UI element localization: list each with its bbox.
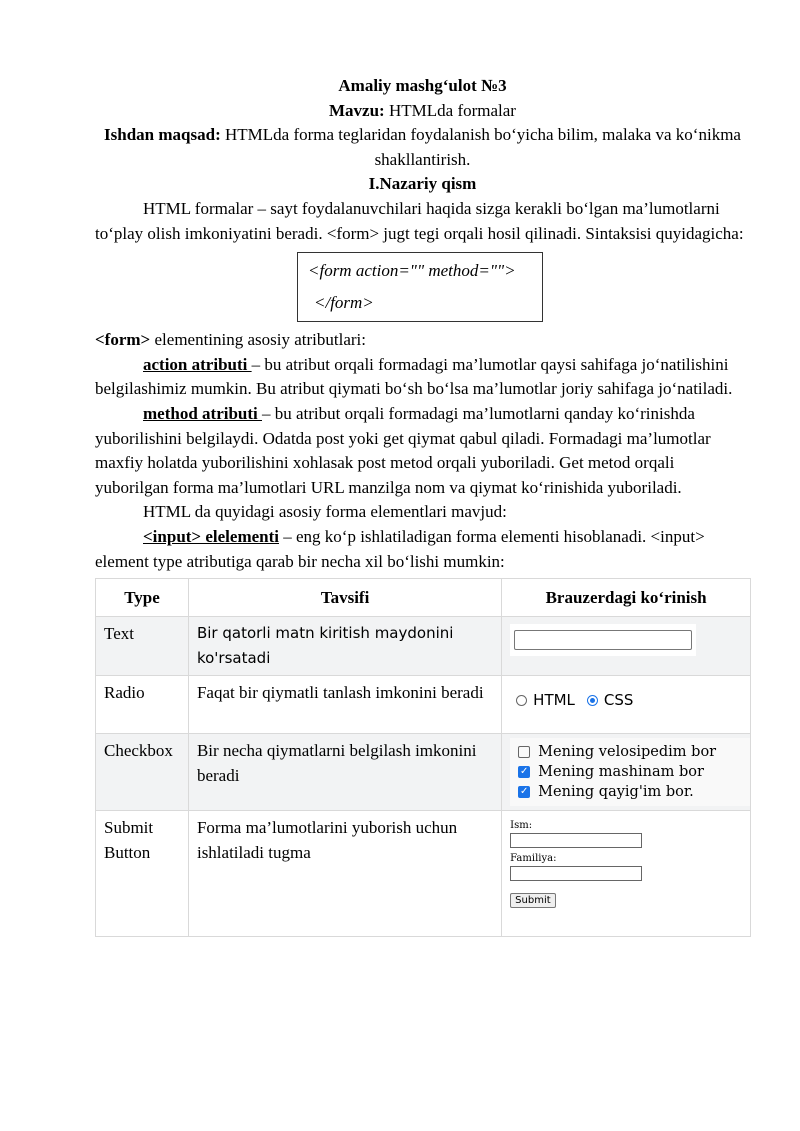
goal-line: Ishdan maqsad: HTMLda forma teglaridan foydalanish bo‘yicha bilim, malaka va ko‘nikma shakllantirish. <box>104 125 741 169</box>
description-cell: Bir qatorli matn kiritish maydonini ko'rsatadi <box>188 617 501 676</box>
checkbox-item: Mening velosipedim bor <box>518 742 742 762</box>
checkbox-car[interactable]: ✓ <box>519 766 529 778</box>
topic-line: Mavzu: HTMLda formalar <box>329 100 516 120</box>
type-cell: Checkbox <box>96 734 189 811</box>
description-cell: Forma ma’lumotlarini yuborish uchun ishlatiladi tugma <box>188 811 501 937</box>
preview-cell <box>502 811 751 937</box>
field-label-name: Ism: <box>510 820 533 832</box>
header-browser-view: Brauzerdagi ko‘rinish <box>502 579 751 617</box>
name-input-preview[interactable] <box>510 833 642 848</box>
preview-cell <box>502 734 751 811</box>
type-cell: Submit Button <box>96 811 189 937</box>
checkbox-item: ✓ Mening mashinam bor <box>519 764 704 781</box>
checkbox-boat[interactable]: ✓ <box>519 786 529 798</box>
submit-preview <box>510 815 742 908</box>
header-type: Type <box>96 579 189 617</box>
intro-paragraph: HTML formalar – sayt foydalanuvchilari haqida sizga kerakli bo‘lgan ma’lumotlarni to‘play olish imkoniyatini beradi. <form> jugt tegi orqali hosil qilinadi. Sintaksisi quyidagicha: <box>95 198 744 243</box>
text-preview <box>510 624 696 656</box>
submit-button[interactable]: Submit <box>510 893 555 908</box>
code-line-open: <form action="" method=""> <box>308 261 516 281</box>
table-row <box>96 617 751 676</box>
radio-preview <box>510 680 742 721</box>
radio-label: HTML <box>533 691 575 710</box>
page-title: Amaliy mashg‘ulot №3 <box>338 76 507 95</box>
attributes-heading: <form> elementining asosiy atributlari: <box>95 330 367 350</box>
document-page <box>95 74 750 937</box>
table-row <box>96 811 751 937</box>
preview-cell <box>502 617 751 676</box>
description-cell: Bir necha qiymatlarni belgilash imkonini beradi <box>188 734 501 811</box>
radio-label: CSS <box>603 691 634 710</box>
field-label-surname: Familiya: <box>510 853 557 865</box>
elements-intro: HTML da quyidagi asosiy forma elementlari mavjud: <box>143 502 507 522</box>
table-row <box>96 676 751 734</box>
method-paragraph: method atributi – bu atribut orqali formadagi ma’lumotlarni qanday ko‘rinishda yuborilishini belgilaydi. Odatda post yoki get qiymat qabul qiladi. Formadagi ma’lumotlar maxfiy holatda yuborilishini xohlasak post metod orqali yuboriladi. Get metod orqali yuborilgan forma ma’lumotlari URL manzilga nom va qiymat ko‘rinishida yuboriladi. <box>95 403 711 497</box>
table-header-row <box>96 579 751 617</box>
radio-html[interactable] <box>516 695 527 706</box>
code-line-close: </form> <box>314 293 374 313</box>
header-description: Tavsifi <box>188 579 501 617</box>
surname-input-preview[interactable] <box>510 866 642 881</box>
preview-cell <box>502 676 751 734</box>
radio-css[interactable] <box>587 695 598 706</box>
checkbox-preview <box>510 738 750 806</box>
type-cell: Radio <box>96 676 189 734</box>
section-heading: I.Nazariy qism <box>368 174 477 194</box>
checkbox-bicycle[interactable] <box>518 746 530 758</box>
action-paragraph: action atributi – bu atribut orqali formadagi ma’lumotlar qaysi sahifaga jo‘natilishini belgilashimiz mumkin. Bu atribut qiymati bo‘sh bo‘lsa ma’lumotlar joriy sahifaga jo‘natiladi. <box>95 354 733 399</box>
code-box <box>297 252 543 322</box>
text-input-preview[interactable] <box>514 630 692 650</box>
table-row <box>96 734 751 811</box>
type-cell: Text <box>96 617 189 676</box>
input-paragraph: <input> elelementi – eng ko‘p ishlatiladigan forma elementi hisoblanadi. <input> element type atributiga qarab bir necha xil bo‘lishi mumkin: <box>95 526 705 571</box>
checkbox-item: ✓ Mening qayig'im bor. <box>519 784 694 801</box>
description-cell: Faqat bir qiymatli tanlash imkonini beradi <box>188 676 501 734</box>
input-types-table <box>95 578 751 937</box>
